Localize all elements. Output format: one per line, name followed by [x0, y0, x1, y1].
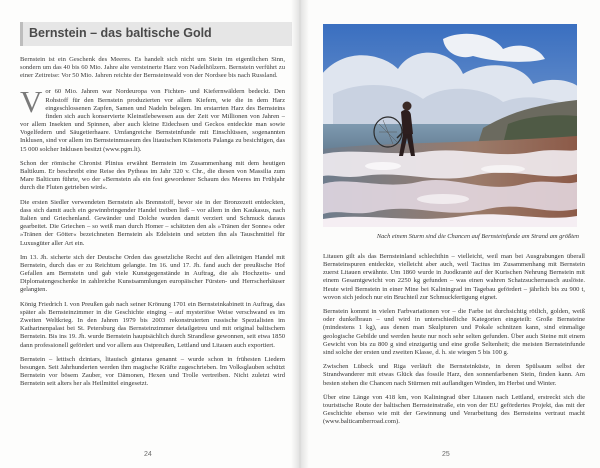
body-paragraph-text: or 60 Mio. Jahren war Nordeuropa von Fichten- und Kiefernwäldern bedeckt. Den Rohstoff für den Bernstein produzierten vor allem Kiefern, wie die in dem Harz eingeschlossenen Zapfen, Samen und Nadeln belegen. Im erstarrten Harz des Bernsteins finden sich auch konservierte Kleinstlebewesen aus der Zeit vor Millionen von Jahren – vor allem Insekten und Spinnen, aber auch kleine Eidechsen und Geckos entdeckte man sowie Vogelfedern und Säugetierhaare. Umfangreiche Bernsteinfunde mit Einschlüssen, sogenannten Inklusen, sind vor allem im Bernsteinmuseum des litauischen Küstenorts Palanga zu besichtigen, das 15 000 solcher Inklusen besitzt (www.pgm.lt).	[20, 88, 285, 153]
photo-beach-amber-collector	[323, 24, 577, 227]
drop-cap: V	[20, 84, 43, 120]
body-paragraph: Bernstein kommt in vielen Farbvariationen vor – die Farbe ist durchsichtig rötlich, golden, weiß oder dunkelbraun – und wird in unterschiedliche Kategorien eingeteilt: Große Bernsteine (mindestens 1 kg), aus denen man Skulpturen und Pokale schnitzen kann, sind einmalige geologische Gebilde und werden heute nur noch sehr selten gefunden. Über auch Steine mit einem Gewicht von bis zu 800 g sind einzigartig und eine große Seltenheit; die meisten Bernsteinfunde sind solche der ersten und zweiten Klasse, d. h. sie wiegen 5 bis 100 g.	[323, 308, 585, 356]
page-number-right: 25	[442, 451, 450, 458]
lead-paragraph: Bernstein ist ein Geschenk des Meeres. Es handelt sich nicht um Stein im eigentlichen Sinn, sondern um das 40 bis 60 Mio. Jahre alte versteinerte Harz von Nadelhölzern. Bernstein verführt zu einer Zeitreise: Vor 50 Mio. Jahren reichte der Bernsteinwald von der Nordsee bis nach Russland.	[20, 56, 285, 80]
body-paragraph: Über eine Länge von 418 km, von Kaliningrad über Litauen nach Lettland, erstreckt sich die touristische Route der baltischen Bernsteinstraße, ein von der EU gefördertes Projekt, das mit der Geschichte ebenso wie mit der Gewinnung und Verarbeitung des Bernsteins vertraut macht (www.balticamberroad.com).	[323, 393, 585, 426]
left-text-column	[20, 56, 285, 448]
body-paragraph: Schon der römische Chronist Plinius erwähnt Bernstein im Zusammenhang mit dem heutigen Baltikum. Er beschreibt eine Reise des Pytheas im Jahr 320 v. Chr., die diesen von Massilia zum Mare Balticum führte, wo der »Bernstein als ein fest gewordener Schaum des Meeres im Frühjahr durch die Fluten getrieben wird«.	[20, 159, 285, 192]
right-text-column	[323, 253, 585, 448]
body-paragraph: Bernstein – lettisch dzintars, litauisch gintaras genannt – wurde schon in frühesten Liedern besungen. Seit Jahrhunderten werden ihm magische Kräfte zugeschrieben. Im Volksglauben schützt Bernstein vor bösem Zauber, vor Dämonen, Hexen und Trolle vertreiben. Nicht zuletzt wird Bernstein seit alters her als Heilmittel eingesetzt.	[20, 355, 285, 388]
body-paragraph: Die ersten Siedler verwendeten Bernstein als Brennstoff, bevor sie in der Bronzezeit entdeckten, dass sich damit auch ein gewinnbringender Handel treiben ließ – vor allem in den Kaukasus, nach Italien und Griechenland. Gewänder und Dolche wurden damit verziert und Schmuck daraus gearbeitet. Die Griechen – so weiß man durch Homer – schätzten den als »Tränen der Sonne« oder »Tränen der Götter« bezeichneten Bernstein als Edelstein und setzten ihn als Tauschmittel für Luxusgüter aller Art ein.	[20, 198, 285, 247]
book-gutter	[291, 0, 309, 468]
page-title: Bernstein – das baltische Gold	[29, 26, 212, 40]
photo-beach-amber-collector-icon	[323, 24, 577, 227]
body-paragraph: König Friedrich I. von Preußen gab nach seiner Krönung 1701 ein Bernsteinkabinett in Auftrag, das später als Bernsteinzimmer in die Geschichte einging – auf mysteriöse Weise verschwand es im Zweiten Weltkrieg. In den Jahren 1979 bis 2003 rekonstruierten russische Spezialisten im Katharinenpalast bei St. Petersburg das Bernsteinzimmer detailgetreu und mit original baltischem Bernstein. Bis ins 19. Jh. wurde Bernstein hauptsächlich durch Strandlese gewonnen, seit etwa 1850 dann professionell gefördert und vor allem aus Ostpreußen, Lettland und Litauen auch exportiert.	[20, 300, 285, 349]
page-number-left: 24	[144, 451, 152, 458]
body-paragraph	[20, 84, 285, 153]
title-bar	[20, 22, 292, 46]
body-paragraph: Im 13. Jh. sicherte sich der Deutsche Orden das gesetzliche Recht auf den alleinigen Handel mit Bernstein, durch das er zu Reichtum gelangte. Im 16. und 17. Jh. fand auch der preußische Hof Gefallen am Bernstein und gab viele Kunstgegenstände in Auftrag, die als Hochzeits- und Diplomatengeschenke in zahlreiche Kunstsammlungen europäischer Fürsten- und Herrscherhäuser gelangten.	[20, 253, 285, 294]
body-paragraph: Litauen gilt als das Bernsteinland schlechthin – vielleicht, weil man bei Ausgrabungen überall Bernsteinspuren entdeckte, vielleicht aber auch, weil Tacitus im Zusammenhang mit Bernstein zuerst Litauen erwähnte. Um 1860 wurde in Juodkrantė auf der Kurischen Nehrung Bernstein mit einem Gesamtgewicht von 2250 kg gefunden – was einen wahren Schatzsucherrausch auslöste. Heute wird Bernstein in einer Mine bei Kaliningrad im Tagebau gefördert – jährlich bis zu 900 t, wovon sich jedoch nur ein Bruchteil zur Schmuckfertigung eignet.	[323, 253, 585, 301]
body-paragraph: Zwischen Lübeck und Riga verläuft die Bernsteinküste, in deren Spülsaum selbst der Strandwanderer mit etwas Glück das fossile Harz, den sonnenfarbenen Stein, finden kann. Am besten stehen die Chancen nach Stürmen mit auflandigen Winden, im Herbst und Winter.	[323, 363, 585, 387]
photo-caption: Nach einem Sturm sind die Chancen auf Bernsteinfunde am Strand am größten	[376, 233, 579, 240]
